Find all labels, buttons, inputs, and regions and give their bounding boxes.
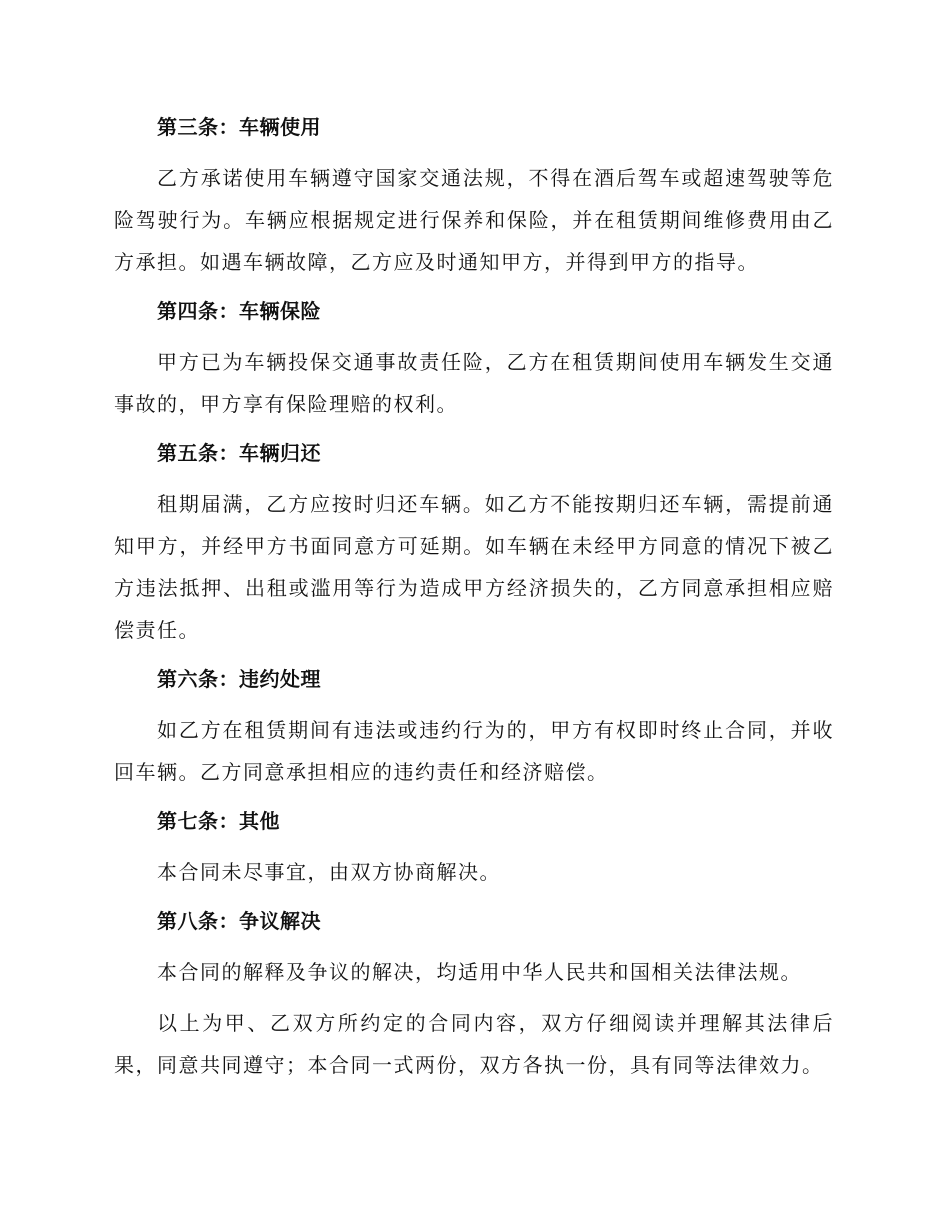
- section-heading-article-5: 第五条：车辆归还: [157, 441, 321, 465]
- section-heading-article-8: 第八条：争议解决: [157, 909, 321, 933]
- section-paragraph: 本合同未尽事宜，由双方协商解决。: [157, 860, 501, 884]
- section-paragraph: 乙方承诺使用车辆遵守国家交通法规，不得在酒后驾车或超速驾驶等危险驾驶行为。车辆应根据规定进行保养和保险，并在租赁期间维修费用由乙方承担。如遇车辆故障，乙方应及时通知甲方，并得到甲方的指导。: [114, 166, 834, 274]
- section-paragraph: 甲方已为车辆投保交通事故责任险，乙方在租赁期间使用车辆发生交通事故的，甲方享有保险理赔的权利。: [114, 350, 834, 416]
- section-heading-article-7: 第七条：其他: [157, 809, 280, 833]
- section-paragraph: 租期届满，乙方应按时归还车辆。如乙方不能按期归还车辆，需提前通知甲方，并经甲方书面同意方可延期。如车辆在未经甲方同意的情况下被乙方违法抵押、出租或滥用等行为造成甲方经济损失的，乙方同意承担相应赔偿责任。: [114, 492, 834, 642]
- section-heading-article-4: 第四条：车辆保险: [157, 299, 321, 323]
- section-heading-article-3: 第三条：车辆使用: [157, 115, 321, 139]
- section-heading-article-6: 第六条：违约处理: [157, 667, 321, 691]
- closing-paragraph: 以上为甲、乙双方所约定的合同内容，双方仔细阅读并理解其法律后果，同意共同遵守；本合同一式两份，双方各执一份，具有同等法律效力。: [114, 1011, 834, 1077]
- document-page: [114, 108, 834, 1095]
- section-paragraph: 如乙方在租赁期间有违法或违约行为的，甲方有权即时终止合同，并收回车辆。乙方同意承担相应的违约责任和经济赔偿。: [114, 718, 834, 784]
- section-paragraph: 本合同的解释及争议的解决，均适用中华人民共和国相关法律法规。: [157, 960, 802, 984]
